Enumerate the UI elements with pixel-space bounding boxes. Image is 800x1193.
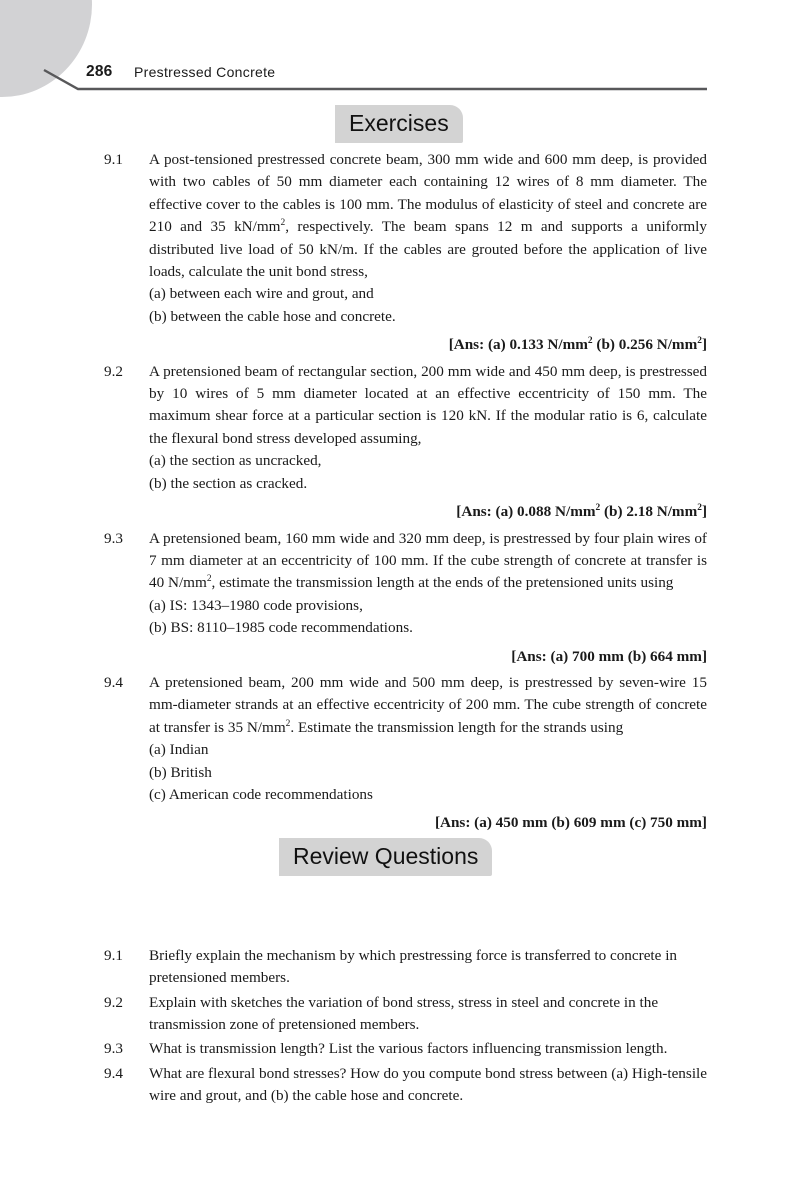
review-question-list (0, 945, 800, 1108)
superscript: 2 (587, 336, 593, 347)
question-number: 9.3 (104, 1040, 123, 1058)
problem-number: 9.2 (104, 362, 123, 380)
exercise-problem (0, 149, 800, 328)
exercise-problem (0, 528, 800, 640)
question-text: What are flexural bond stresses? How do you compute bond stress between (a) High-tensile wire and grout, and (b) the cable hose and concrete. (149, 1064, 707, 1105)
review-question (0, 1038, 800, 1060)
problem-statement: A pretensioned beam, 200 mm wide and 500 mm deep, is prestressed by seven-wire 15 mm-diameter strands at an effective eccentricity of 200 mm. The cube strength of concrete at transfer is 35 $N/mm^2$. Estimate the transmission length for the strands using (149, 673, 707, 736)
running-head-title: Prestressed Concrete (134, 64, 276, 80)
problem-subitem: (b) the section as cracked. (149, 474, 308, 492)
page-number: 286 (86, 63, 113, 80)
exercise-problem (0, 672, 800, 806)
question-text: Briefly explain the mechanism by which prestressing force is transferred to concrete in pretensioned members. (149, 946, 678, 987)
exercises-problem-list (0, 149, 800, 835)
question-text: What is transmission length? List the various factors influencing transmission length. (149, 1040, 668, 1058)
review-question (0, 945, 800, 990)
exercise-problem (0, 361, 800, 495)
problem-statement: A pretensioned beam, 160 mm wide and 320 mm deep, is prestressed by four plain wires of 7 mm diameter at an eccentricity of 100 mm. If the cube strength of concrete at transfer is 40 $N/mm^2$, estimate the transmission length at the ends of the pretensioned units using (149, 529, 707, 592)
answer-line: [Ans: (a) 450 mm (b) 609 mm (c) 750 mm] (434, 814, 707, 832)
answer-line: [Ans: (a) 0.133 $N/mm^2$ (b) 0.256 $N/mm^2$] (448, 336, 707, 354)
problem-subitem: (b) between the cable hose and concrete. (149, 307, 396, 325)
review-question (0, 1063, 800, 1108)
superscript: 2 (595, 503, 601, 514)
header-rule (0, 60, 800, 100)
problem-subitem: (a) IS: 1343–1980 code provisions, (149, 596, 363, 614)
answer-line: [Ans: (a) 700 mm (b) 664 mm] (511, 647, 707, 665)
question-number: 9.4 (104, 1064, 123, 1082)
problem-number: 9.1 (104, 151, 123, 168)
superscript: 2 (697, 503, 702, 514)
problem-number: 9.4 (104, 673, 123, 691)
section-heading-review-questions: Review Questions (279, 838, 492, 876)
question-number: 9.2 (104, 993, 123, 1011)
superscript: 2 (697, 336, 702, 347)
problem-statement: A pretensioned beam of rectangular section, 200 mm wide and 450 mm deep, is prestressed by 10 wires of 5 mm diameter located at an effective eccentricity of 150 mm. The maximum shear force at a particular section is 120 kN. If the modular ratio is 6, calculate the flexural bond stress developed assuming, (149, 362, 707, 447)
answer-line: [Ans: (a) 0.088 $N/mm^2$ (b) 2.18 $N/mm^2$] (456, 503, 707, 521)
problem-statement: A post-tensioned prestressed concrete beam, 300 mm wide and 600 mm deep, is provided with two cables of 50 mm diameter each containing 12 wires of 8 mm diameter. The effective cover to the cables is 100 mm. The modulus of elasticity of steel and concrete are 210 and 35 $kN/mm^2$, respectively. The beam spans 12 m and supports a uniformly distributed live load of 50 kN/m. If the cables are grouted before the application of live loads, calculate the unit bond stress, (149, 151, 707, 281)
section-heading-exercises: Exercises (335, 105, 463, 143)
superscript: 2 (206, 574, 212, 585)
review-question (0, 992, 800, 1037)
problem-subitem: (b) British (149, 763, 212, 781)
superscript: 2 (280, 218, 286, 229)
question-number: 9.1 (104, 946, 123, 964)
problem-subitem: (b) BS: 8110–1985 code recommendations. (149, 619, 413, 637)
problem-subitem: (a) between each wire and grout, and (149, 285, 374, 303)
problem-subitem: (a) Indian (149, 741, 209, 759)
problem-number: 9.3 (104, 529, 123, 547)
problem-subitem: (c) American code recommendations (149, 785, 373, 803)
problem-subitem: (a) the section as uncracked, (149, 452, 322, 470)
question-text: Explain with sketches the variation of bond stress, stress in steel and concrete in the transmission zone of pretensioned members. (149, 993, 659, 1033)
superscript: 2 (285, 718, 291, 729)
